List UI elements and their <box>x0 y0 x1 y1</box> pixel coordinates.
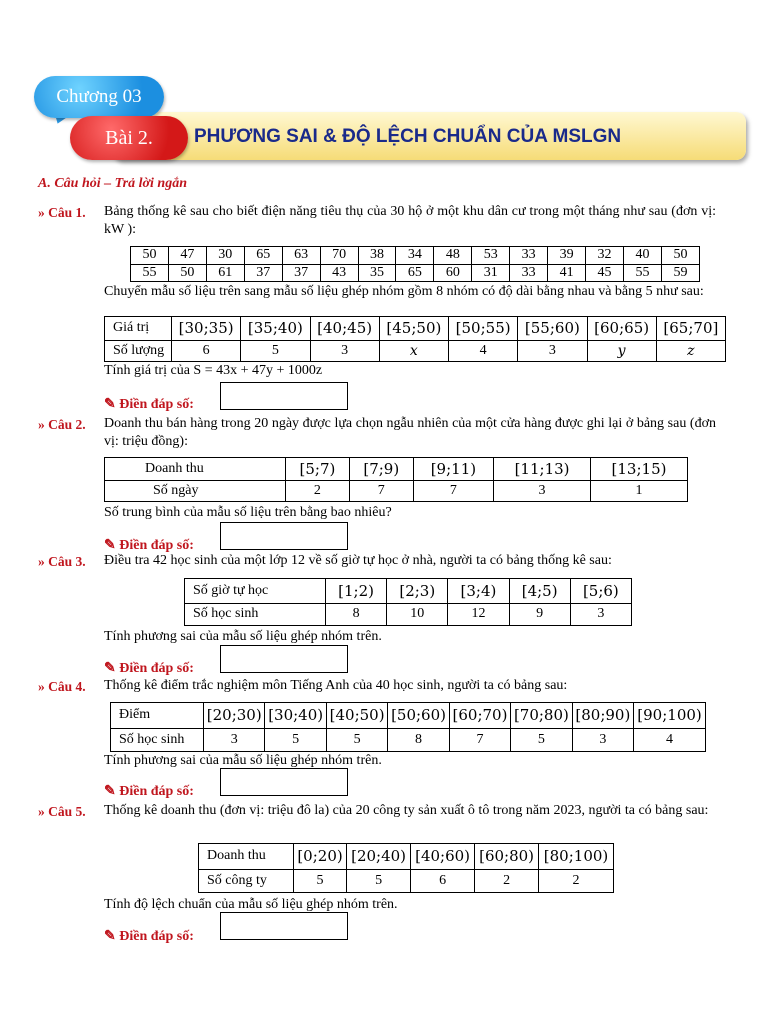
group-interval-cell: [7;9) <box>349 458 413 481</box>
answer-box-3[interactable] <box>220 645 348 673</box>
table-cell: 50 <box>168 264 206 282</box>
answer-label-text: Điền đáp số: <box>119 784 194 799</box>
table-count-label: Số học sinh <box>111 728 204 751</box>
frequency-cell: 8 <box>388 728 449 751</box>
pencil-icon: ✎ <box>104 538 120 553</box>
table-count-label: Số ngày <box>105 481 286 502</box>
group-interval-cell: [2;3) <box>387 579 448 604</box>
answer-box-2[interactable] <box>220 522 348 550</box>
table-cell: 47 <box>168 247 206 265</box>
raw-data-row-2 <box>131 264 700 282</box>
table-cell: 55 <box>131 264 169 282</box>
frequency-cell: 8 <box>326 603 387 625</box>
group-interval-cell: [60;80) <box>475 844 539 870</box>
frequency-cell: y <box>587 340 656 361</box>
table-cell: 48 <box>434 247 472 265</box>
group-interval-cell: [13;15) <box>591 458 688 481</box>
question-3-label: » Câu 3. <box>38 554 86 569</box>
table-header-label: Điểm <box>111 703 204 729</box>
table-header-label: Giá trị <box>105 317 172 341</box>
frequency-cell: 7 <box>349 481 413 502</box>
frequency-cell: 10 <box>387 603 448 625</box>
question-4-table <box>110 702 706 752</box>
answer-label-text: Điền đáp số: <box>119 397 194 412</box>
table-cell: 37 <box>282 264 320 282</box>
table-cell: 35 <box>358 264 396 282</box>
answer-label-text: Điền đáp số: <box>119 538 194 553</box>
question-4-label: » Câu 4. <box>38 679 86 694</box>
frequency-cell: 1 <box>591 481 688 502</box>
question-1-prompt: Tính giá trị của S = 43x + 47y + 1000z <box>104 363 323 378</box>
table-cell: 61 <box>206 264 244 282</box>
group-interval-cell: [50;55) <box>449 317 518 341</box>
group-interval-cell: [11;13) <box>494 458 591 481</box>
answer-label-3 <box>104 660 194 677</box>
chapter-badge: Chương 03 <box>34 76 164 118</box>
frequency-cell: 4 <box>634 728 706 751</box>
group-interval-cell: [5;6) <box>570 579 631 604</box>
question-5-table <box>198 843 614 893</box>
group-interval-cell: [20;40) <box>347 844 411 870</box>
answer-label-text: Điền đáp số: <box>119 661 194 676</box>
group-interval-cell: [0;20) <box>294 844 347 870</box>
frequency-cell: 5 <box>241 340 310 361</box>
answer-label-4 <box>104 783 194 800</box>
frequency-cell: x <box>379 340 448 361</box>
table-header-label: Doanh thu <box>105 458 286 481</box>
question-2-intro: Doanh thu bán hàng trong 20 ngày được lựa chọn ngẫu nhiên của một cửa hàng được ghi lại ở bảng sau (đơn vị: triệu đồng): <box>104 416 716 449</box>
frequency-cell: 12 <box>448 603 509 625</box>
group-interval-cell: [45;50) <box>379 317 448 341</box>
group-interval-cell: [5;7) <box>286 458 350 481</box>
question-1-intro: Bảng thống kê sau cho biết điện năng tiêu thụ của 30 hộ ở một khu dân cư trong một tháng như sau (đơn vị: kW ): <box>104 204 716 237</box>
answer-box-1[interactable] <box>220 382 348 410</box>
answer-label-5 <box>104 928 194 945</box>
answer-box-5[interactable] <box>220 912 348 940</box>
raw-data-row-1 <box>131 247 700 265</box>
frequency-cell: 2 <box>286 481 350 502</box>
frequency-cell: 6 <box>411 869 475 892</box>
table-cell: 53 <box>472 247 510 265</box>
group-interval-cell: [80;100) <box>539 844 614 870</box>
question-5-label: » Câu 5. <box>38 804 86 819</box>
answer-label-text: Điền đáp số: <box>119 929 194 944</box>
answer-label-1 <box>104 396 194 413</box>
table-cell: 37 <box>244 264 282 282</box>
group-interval-cell: [40;45) <box>310 317 379 341</box>
table-cell: 55 <box>623 264 661 282</box>
frequency-cell: 3 <box>570 603 631 625</box>
frequency-cell: 3 <box>310 340 379 361</box>
group-interval-cell: [50;60) <box>388 703 449 729</box>
frequency-cell: 4 <box>449 340 518 361</box>
answer-box-4[interactable] <box>220 768 348 796</box>
table-cell: 65 <box>244 247 282 265</box>
group-interval-cell: [1;2) <box>326 579 387 604</box>
group-interval-cell: [40;60) <box>411 844 475 870</box>
table-header-label: Số giờ tự học <box>185 579 326 604</box>
table-cell: 38 <box>358 247 396 265</box>
table-cell: 60 <box>434 264 472 282</box>
group-interval-cell: [60;65) <box>587 317 656 341</box>
frequency-cell: z <box>656 340 725 361</box>
group-interval-cell: [30;35) <box>172 317 241 341</box>
group-interval-cell: [80;90) <box>572 703 633 729</box>
table-cell: 41 <box>548 264 586 282</box>
table-cell: 50 <box>131 247 169 265</box>
table-cell: 33 <box>510 264 548 282</box>
frequency-cell: 7 <box>449 728 510 751</box>
table-cell: 50 <box>661 247 699 265</box>
table-count-label: Số lượng <box>105 340 172 361</box>
frequency-cell: 5 <box>511 728 572 751</box>
group-interval-cell: [30;40) <box>265 703 326 729</box>
frequency-cell: 7 <box>413 481 493 502</box>
question-2-table <box>104 457 688 502</box>
table-cell: 30 <box>206 247 244 265</box>
raw-data-table <box>130 246 700 282</box>
pencil-icon: ✎ <box>104 661 120 676</box>
group-interval-cell: [35;40) <box>241 317 310 341</box>
group-interval-cell: [70;80) <box>511 703 572 729</box>
page-title: PHƯƠNG SAI & ĐỘ LỆCH CHUẨN CỦA MSLGN <box>194 126 622 147</box>
frequency-cell: 2 <box>475 869 539 892</box>
frequency-cell: 3 <box>518 340 587 361</box>
table-cell: 45 <box>586 264 624 282</box>
frequency-cell: 2 <box>539 869 614 892</box>
question-4-intro: Thống kê điểm trắc nghiệm môn Tiếng Anh của 40 học sinh, người ta có bảng sau: <box>104 678 568 693</box>
question-1-mid: Chuyển mẫu số liệu trên sang mẫu số liệu ghép nhóm gồm 8 nhóm có độ dài bằng nhau và bằng 5 như sau: <box>104 284 704 299</box>
table-cell: 34 <box>396 247 434 265</box>
frequency-cell: 5 <box>294 869 347 892</box>
table-cell: 39 <box>548 247 586 265</box>
table-header-label: Doanh thu <box>199 844 294 870</box>
group-interval-cell: [9;11) <box>413 458 493 481</box>
table-cell: 63 <box>282 247 320 265</box>
section-heading: A. Câu hỏi – Trả lời ngắn <box>38 176 187 191</box>
table-count-label: Số công ty <box>199 869 294 892</box>
question-1-table <box>104 316 726 362</box>
frequency-cell: 5 <box>265 728 326 751</box>
lesson-badge: Bài 2. <box>70 116 188 160</box>
group-interval-cell: [40;50) <box>326 703 387 729</box>
question-1-label: » Câu 1. <box>38 205 86 220</box>
table-cell: 43 <box>320 264 358 282</box>
frequency-cell: 3 <box>572 728 633 751</box>
pencil-icon: ✎ <box>104 929 120 944</box>
question-3-prompt: Tính phương sai của mẫu số liệu ghép nhóm trên. <box>104 629 382 644</box>
table-cell: 70 <box>320 247 358 265</box>
frequency-cell: 3 <box>494 481 591 502</box>
group-interval-cell: [60;70) <box>449 703 510 729</box>
frequency-cell: 5 <box>326 728 387 751</box>
table-cell: 31 <box>472 264 510 282</box>
frequency-cell: 9 <box>509 603 570 625</box>
pencil-icon: ✎ <box>104 784 120 799</box>
group-interval-cell: [65;70] <box>656 317 725 341</box>
group-interval-cell: [4;5) <box>509 579 570 604</box>
group-interval-cell: [20;30) <box>204 703 265 729</box>
frequency-cell: 3 <box>204 728 265 751</box>
table-cell: 65 <box>396 264 434 282</box>
table-cell: 33 <box>510 247 548 265</box>
group-interval-cell: [55;60) <box>518 317 587 341</box>
table-cell: 32 <box>586 247 624 265</box>
table-count-label: Số học sinh <box>185 603 326 625</box>
frequency-cell: 6 <box>172 340 241 361</box>
question-5-prompt: Tính độ lệch chuẩn của mẫu số liệu ghép nhóm trên. <box>104 897 398 912</box>
question-3-intro: Điều tra 42 học sinh của một lớp 12 về số giờ tự học ở nhà, người ta có bảng thống kê sau: <box>104 553 612 568</box>
pencil-icon: ✎ <box>104 397 120 412</box>
question-2-prompt: Số trung bình của mẫu số liệu trên bằng bao nhiêu? <box>104 505 392 520</box>
table-cell: 40 <box>623 247 661 265</box>
question-5-intro: Thống kê doanh thu (đơn vị: triệu đô la) của 20 công ty sản xuất ô tô trong năm 2023, người ta có bảng sau: <box>104 803 709 818</box>
question-3-table <box>184 578 632 626</box>
question-2-label: » Câu 2. <box>38 417 86 432</box>
frequency-cell: 5 <box>347 869 411 892</box>
group-interval-cell: [3;4) <box>448 579 509 604</box>
question-4-prompt: Tính phương sai của mẫu số liệu ghép nhóm trên. <box>104 753 382 768</box>
group-interval-cell: [90;100) <box>634 703 706 729</box>
table-cell: 59 <box>661 264 699 282</box>
